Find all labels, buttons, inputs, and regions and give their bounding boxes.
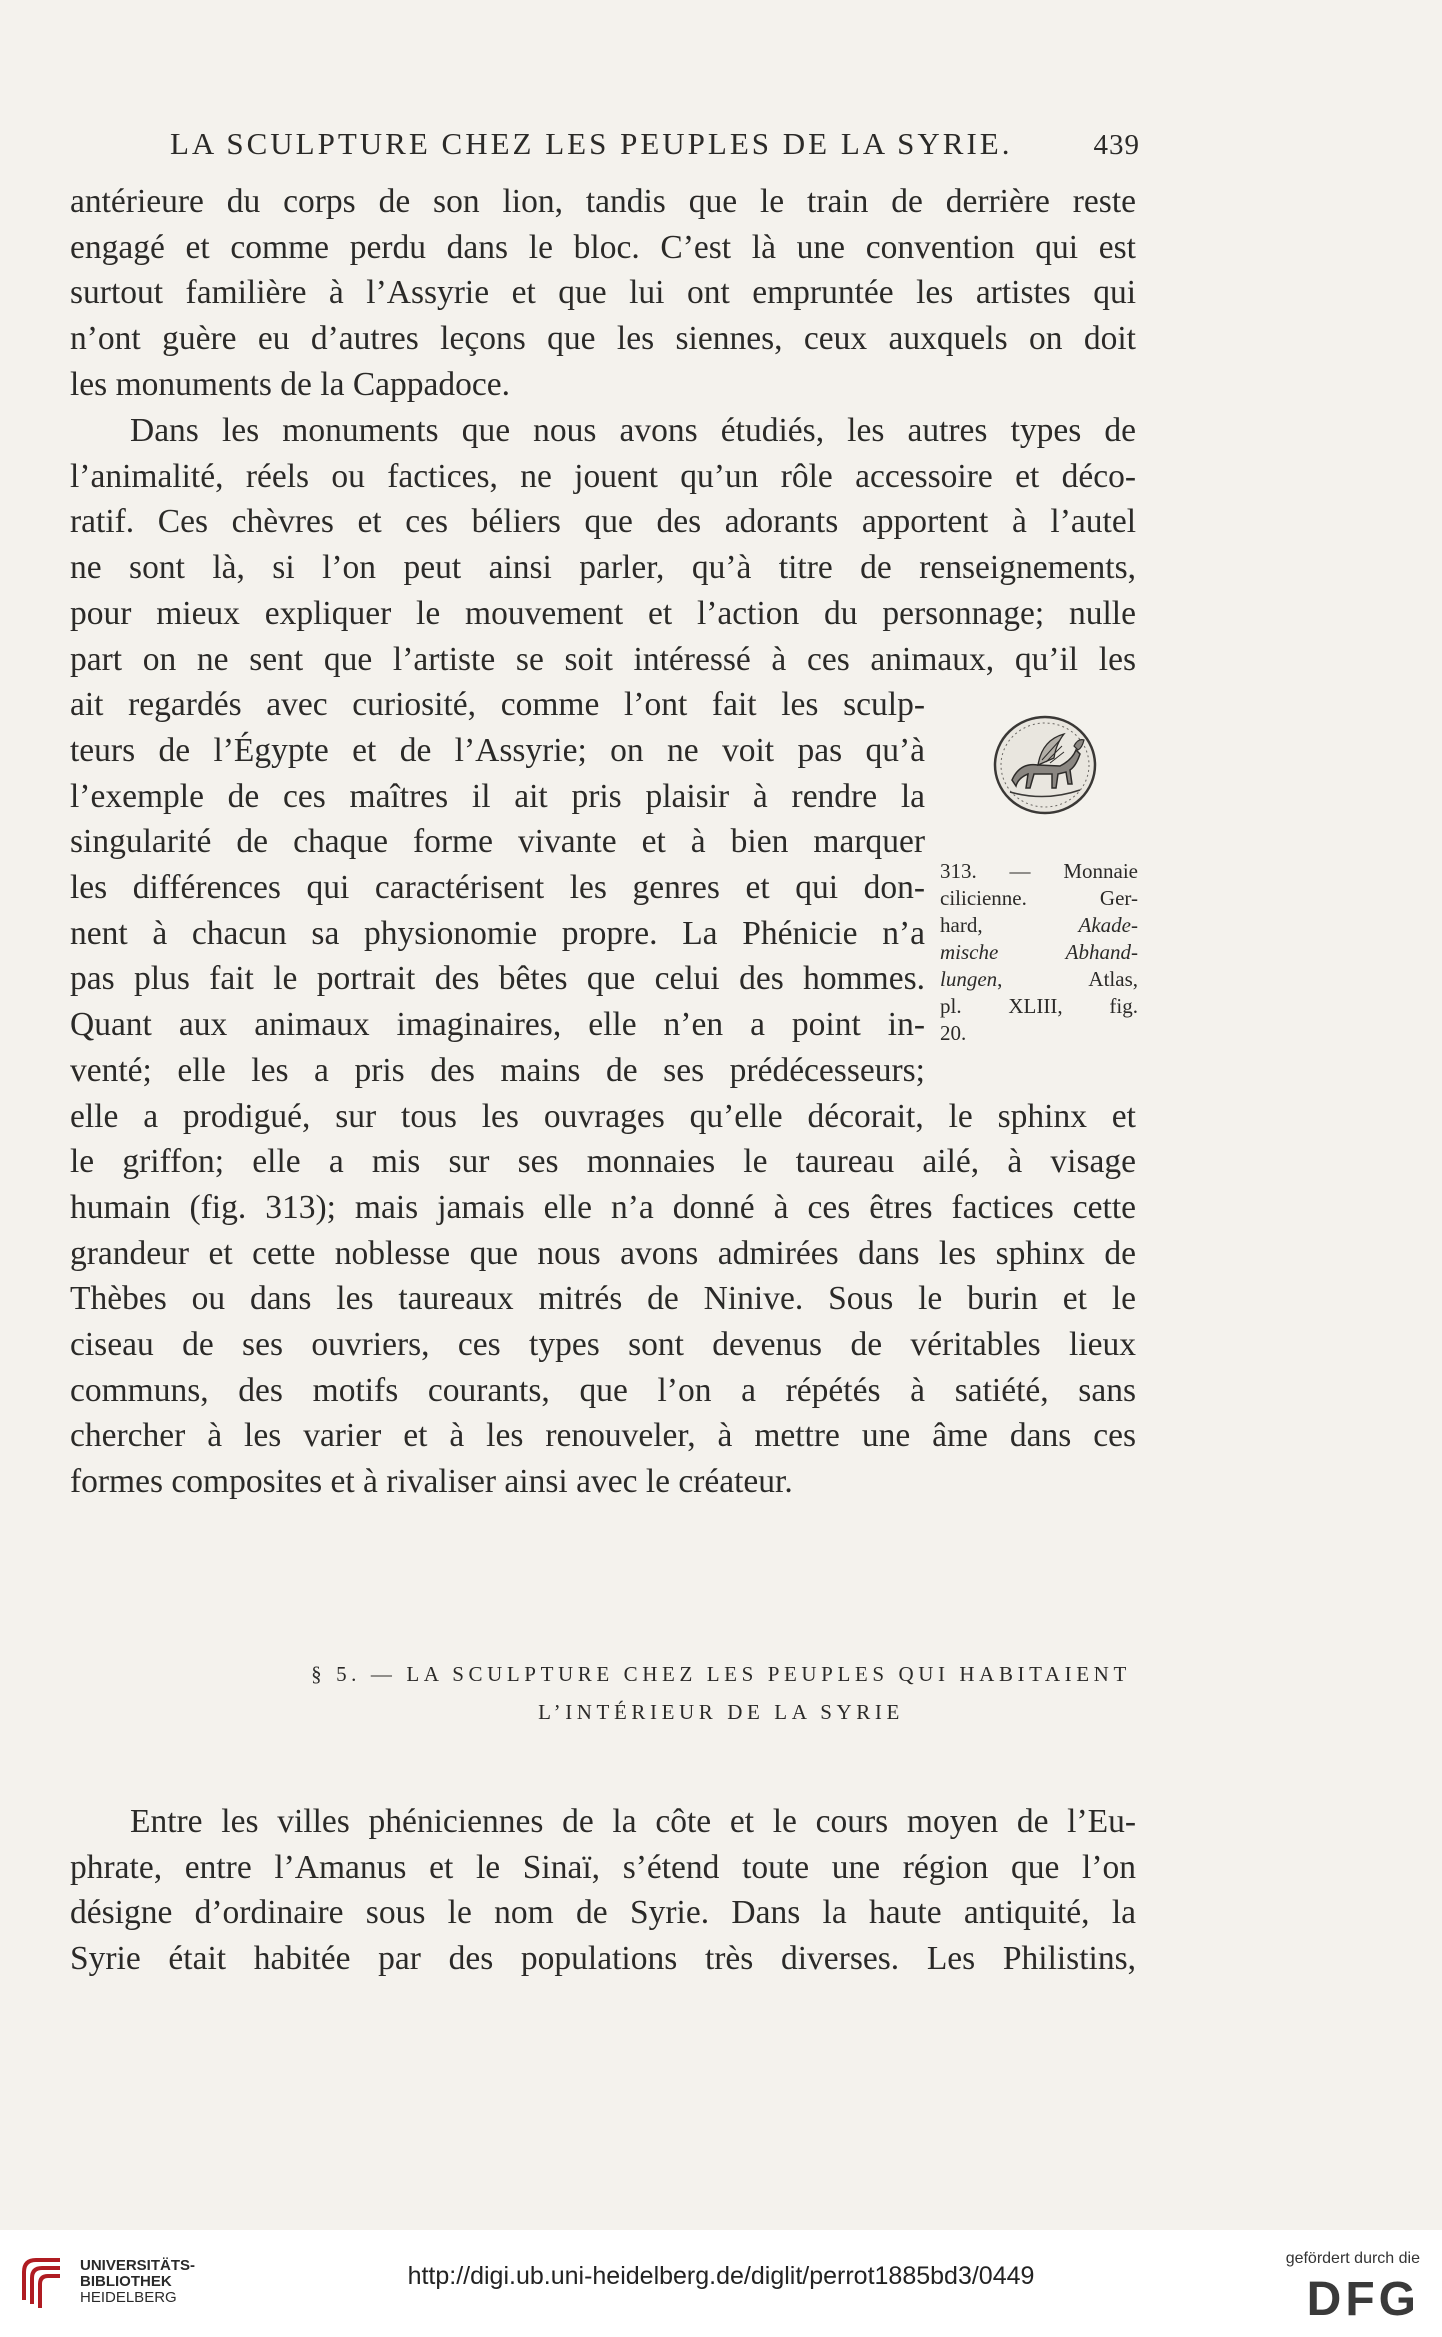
text-line: chercher à les varier et à les renouveler, à mettre une âme dans ces — [70, 1417, 1136, 1455]
paragraph-3 — [70, 1799, 1136, 1982]
text-line: phrate, entre l’Amanus et le Sinaï, s’étend toute une région que l’on — [70, 1848, 1136, 1886]
caption-line — [940, 939, 1138, 966]
text-line: part on ne sent que l’artiste se soit intéressé à ces animaux, qu’il les — [70, 640, 1136, 678]
caption-line — [940, 912, 1138, 939]
text-line: communs, des motifs courants, que l’on a répétés à satiété, sans — [70, 1371, 1136, 1409]
caption-author: hard, — [940, 913, 983, 937]
text-line: surtout familière à l’Assyrie et que lui ont empruntée les artistes qui — [70, 274, 1136, 312]
funded-by-label: gefördert durch die — [1285, 2250, 1420, 2267]
text-line: les différences qui caractérisent les genres et qui don- — [70, 869, 925, 907]
text-line: pour mieux expliquer le mouvement et l’action du personnage; nulle — [70, 594, 1136, 632]
page-number: 439 — [1093, 129, 1140, 161]
text-line: le griffon; elle a mis sur ses monnaies le taureau ailé, à visage — [70, 1143, 1136, 1181]
text-line: pas plus fait le portrait des bêtes que celui des hommes. — [70, 960, 925, 998]
figure-caption — [940, 858, 1138, 1047]
caption-line: pl. XLIII, fig. — [940, 994, 1138, 1018]
library-name-line: UNIVERSITÄTS- — [80, 2257, 196, 2274]
text-line: ratif. Ces chèvres et ces béliers que des adorants apportent à l’autel — [70, 503, 1136, 541]
library-name-line: HEIDELBERG — [80, 2289, 177, 2306]
caption-line: 20. — [940, 1021, 967, 1045]
caption-text: , Atlas, — [997, 967, 1138, 991]
text-line: Entre les villes phéniciennes de la côte et le cours moyen de l’Eu- — [130, 1803, 1136, 1840]
text-line: venté; elle les a pris des mains de ses prédécesseurs; — [70, 1051, 925, 1089]
text-line: ciseau de ses ouvriers, ces types sont devenus de véritables lieux — [70, 1326, 1136, 1364]
text-line: Syrie était habitée par des populations très diverses. Les Philistins, — [70, 1940, 1136, 1978]
section-heading: § 5. — LA SCULPTURE CHEZ LES PEUPLES QUI HABITAIENT — [311, 1662, 1131, 1686]
caption-line: cilicienne. Ger- — [940, 886, 1138, 910]
text-line: singularité de chaque forme vivante et à bien marquer — [70, 823, 925, 861]
text-line: Quant aux animaux imaginaires, elle n’en a point in- — [70, 1006, 925, 1044]
text-line: grandeur et cette noblesse que nous avons admirées dans les sphinx de — [70, 1234, 1136, 1272]
text-line: désigne d’ordinaire sous le nom de Syrie. Dans la haute antiquité, la — [70, 1894, 1136, 1932]
text-line: formes composites et à rivaliser ainsi avec le créateur. — [70, 1463, 793, 1501]
text-line: n’ont guère eu d’autres leçons que les siennes, ceux auxquels on doit — [70, 320, 1136, 358]
text-line: engagé et comme perdu dans le bloc. C’est là une convention qui est — [70, 228, 1136, 266]
text-line: ait regardés avec curiosité, comme l’ont fait les sculp- — [70, 686, 925, 724]
library-name-line: BIBLIOTHEK — [80, 2273, 172, 2290]
text-line: l’animalité, réels ou factices, ne jouent qu’un rôle accessoire et déco- — [70, 457, 1136, 495]
caption-title-part: mische Abhand- — [940, 940, 1138, 964]
caption-line — [940, 966, 1138, 993]
paragraph-1 — [70, 179, 1136, 408]
caption-title-part: Akade- — [1078, 913, 1138, 937]
running-title: LA SCULPTURE CHEZ LES PEUPLES DE LA SYRIE. — [170, 126, 1013, 161]
caption-title-part: lungen — [940, 967, 998, 991]
text-line: teurs de l’Égypte et de l’Assyrie; on ne voit pas qu’à — [70, 731, 925, 769]
text-line: Thèbes ou dans les taureaux mitrés de Ninive. Sous le burin et le — [70, 1280, 1136, 1318]
text-line: Dans les monuments que nous avons étudiés, les autres types de — [130, 412, 1136, 449]
section-heading-cont: L’INTÉRIEUR DE LA SYRIE — [538, 1700, 904, 1724]
coin-winged-bull-icon — [990, 710, 1100, 820]
text-line: l’exemple de ces maîtres il ait pris plaisir à rendre la — [70, 777, 925, 815]
permalink-url[interactable]: http://digi.ub.uni-heidelberg.de/diglit/perrot1885bd3/0449 — [407, 2262, 1035, 2290]
text-line: elle a prodigué, sur tous les ouvrages qu’elle décorait, le sphinx et — [70, 1097, 1136, 1135]
text-line: les monuments de la Cappadoce. — [70, 365, 511, 403]
dfg-logo: DFG — [1306, 2273, 1420, 2326]
caption-line: 313. — Monnaie — [940, 859, 1138, 883]
text-line: antérieure du corps de son lion, tandis que le train de derrière reste — [70, 183, 1136, 220]
text-line: ne sont là, si l’on peut ainsi parler, qu’à titre de renseignements, — [70, 549, 1136, 587]
text-line: nent à chacun sa physionomie propre. La Phénicie n’a — [70, 914, 925, 952]
text-line: humain (fig. 313); mais jamais elle n’a donné à ces êtres factices cette — [70, 1188, 1136, 1226]
running-header — [170, 126, 1140, 162]
